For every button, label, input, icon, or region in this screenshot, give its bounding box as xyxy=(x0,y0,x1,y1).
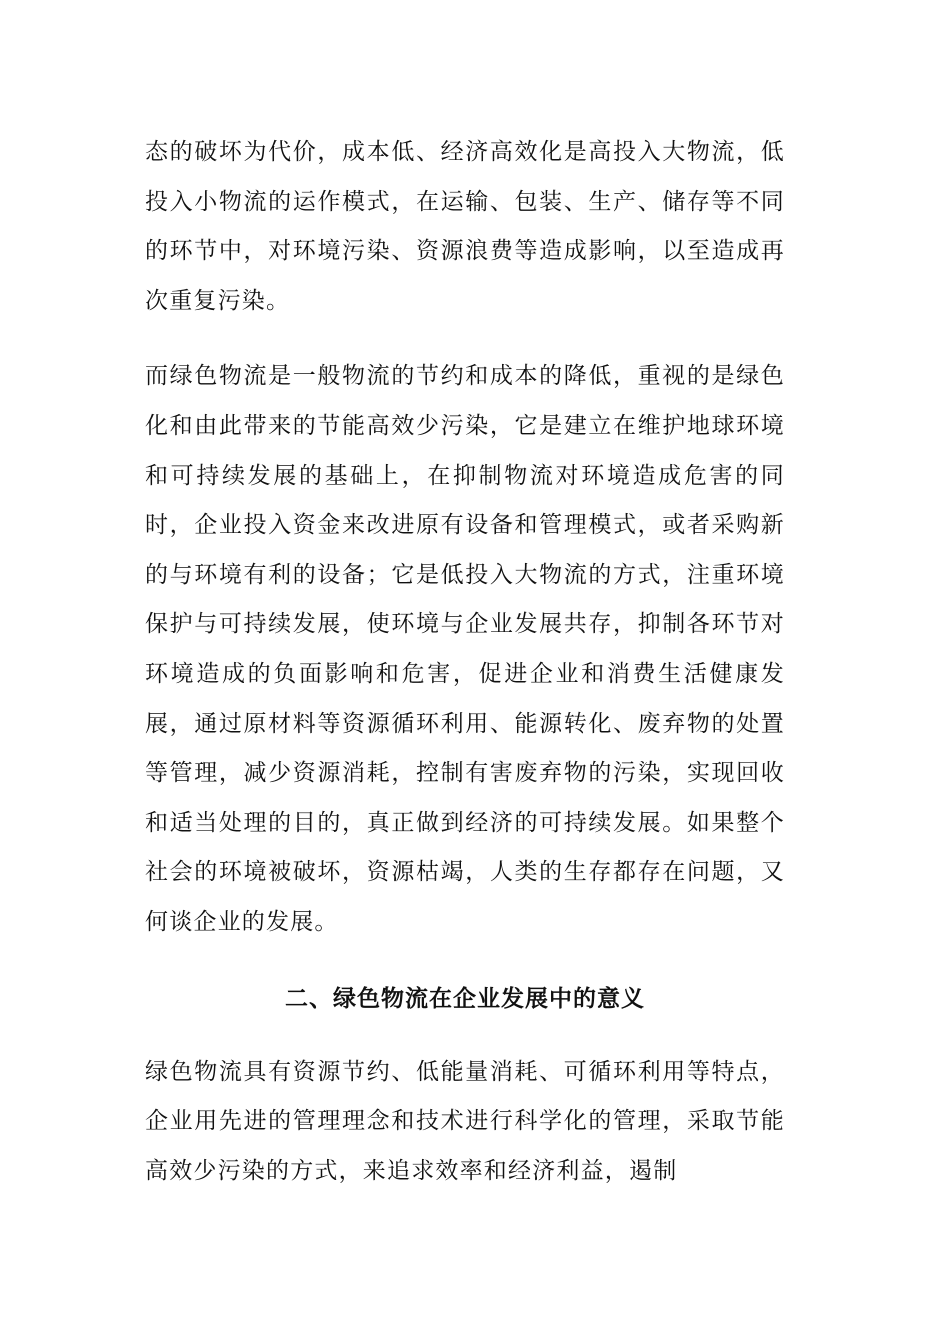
body-paragraph-2: 而绿色物流是一般物流的节约和成本的降低，重视的是绿色化和由此带来的节能高效少污染，它是建立在维护地球环境和可持续发展的基础上，在抑制物流对环境造成危害的同时，企业投入资金来改进原有设备和管理模式，或者采购新的与环境有利的设备；它是低投入大物流的方式，注重环境保护与可持续发展，使环境与企业发展共存，抑制各环节对环境造成的负面影响和危害，促进企业和消费生活健康发展，通过原材料等资源循环利用、能源转化、废弃物的处置等管理，减少资源消耗，控制有害废弃物的污染，实现回收和适当处理的目的，真正做到经济的可持续发展。如果整个社会的环境被破坏，资源枯竭，人类的生存都存在问题，又何谈企业的发展。 xyxy=(145,363,785,935)
section-heading: 二、绿色物流在企业发展中的意义 xyxy=(285,985,645,1012)
body-paragraph-1: 态的破坏为代价，成本低、经济高效化是高投入大物流，低投入小物流的运作模式，在运输、包装、生产、储存等不同的环节中，对环境污染、资源浪费等造成影响，以至造成再次重复污染。 xyxy=(145,139,785,314)
body-paragraph-3: 绿色物流具有资源节约、低能量消耗、可循环利用等特点，企业用先进的管理理念和技术进行科学化的管理，采取节能高效少污染的方式，来追求效率和经济利益，遏制 xyxy=(145,1058,785,1184)
document-page xyxy=(145,128,785,1196)
